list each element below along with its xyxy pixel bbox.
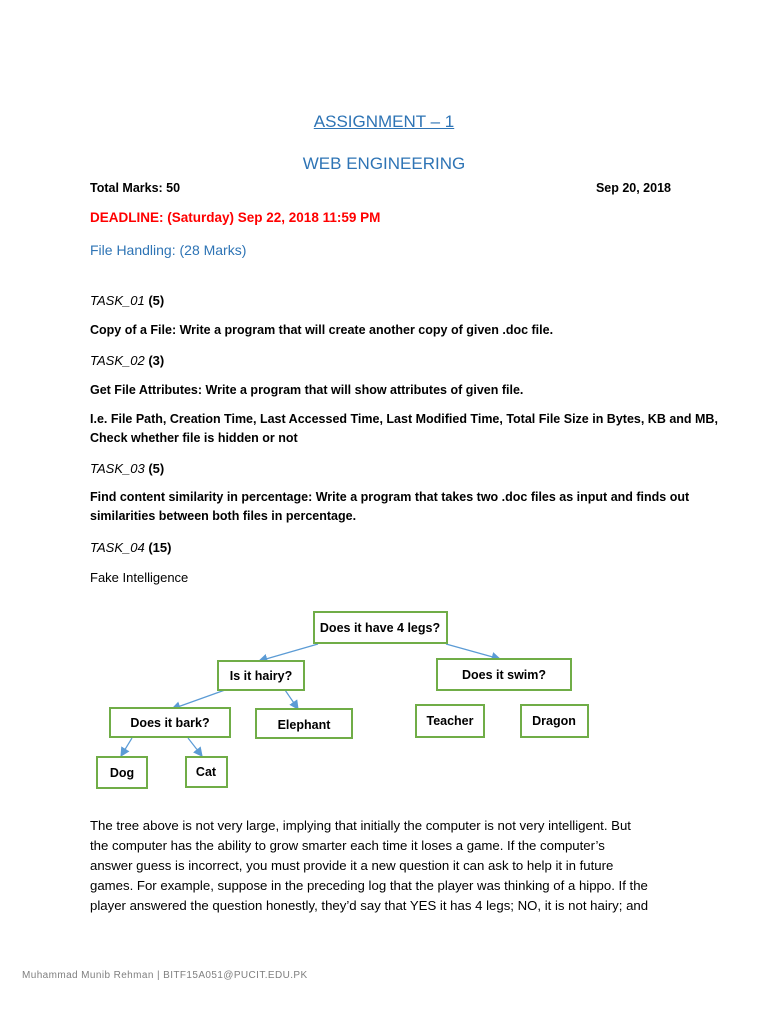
issue-date: Sep 20, 2018 bbox=[595, 181, 671, 195]
node-label: Elephant bbox=[277, 718, 331, 732]
task-name: TASK_03 bbox=[90, 461, 145, 476]
task-03-description-line: Find content similarity in percentage: Write a program that takes two .doc files as input and finds out bbox=[90, 490, 690, 504]
task-03-description-line: similarities between both files in percentage. bbox=[90, 509, 357, 523]
node-label: Does it have 4 legs? bbox=[319, 621, 441, 635]
edge-hairy-elephant bbox=[285, 690, 298, 709]
paragraph-line: player answered the question honestly, they’d say that YES it has 4 legs; NO, it is not hairy; and bbox=[90, 898, 649, 913]
total-marks: Total Marks: 50 bbox=[90, 181, 181, 195]
node-label: Teacher bbox=[426, 714, 474, 728]
course-title: WEB ENGINEERING bbox=[302, 154, 466, 173]
task-marks: (15) bbox=[148, 540, 172, 555]
tree-node-dragon bbox=[521, 705, 588, 737]
paragraph-line: the computer has the ability to grow smarter each time it loses a game. If the computer’s bbox=[90, 838, 605, 853]
tree-node-root bbox=[314, 612, 447, 643]
task-name: TASK_04 bbox=[90, 540, 145, 555]
page-footer: Muhammad Munib Rehman | BITF15A051@PUCIT.EDU.PK bbox=[22, 970, 308, 981]
task-02-description: Get File Attributes: Write a program that will show attributes of given file. bbox=[90, 383, 524, 397]
deadline: DEADLINE: (Saturday) Sep 22, 2018 11:59 PM bbox=[90, 210, 381, 225]
tree-node-bark bbox=[110, 708, 230, 737]
edge-root-hairy bbox=[259, 644, 318, 661]
task-name: TASK_02 bbox=[90, 353, 145, 368]
section-heading: File Handling: (28 Marks) bbox=[90, 242, 247, 258]
tree-node-elephant bbox=[256, 709, 352, 738]
node-label: Cat bbox=[195, 765, 217, 779]
task-02-detail-line: I.e. File Path, Creation Time, Last Accessed Time, Last Modified Time, Total File Size in Bytes, KB and MB, bbox=[90, 412, 718, 426]
paragraph-line: answer guess is incorrect, you must provide it a new question it can ask to help it in future bbox=[90, 858, 614, 873]
task-marks: (5) bbox=[148, 293, 165, 308]
tree-node-hairy bbox=[218, 661, 304, 690]
edge-bark-dog bbox=[121, 738, 132, 756]
paragraph-line: games. For example, suppose in the preceding log that the player was thinking of a hippo. If the bbox=[90, 878, 648, 893]
node-label: Is it hairy? bbox=[229, 669, 293, 683]
paragraph-line: The tree above is not very large, implying that initially the computer is not very intelligent. But bbox=[90, 818, 631, 833]
task-marks: (5) bbox=[148, 461, 165, 476]
tree-node-swim bbox=[437, 659, 571, 690]
edge-root-swim bbox=[446, 644, 500, 659]
task-marks: (3) bbox=[148, 353, 165, 368]
edge-bark-cat bbox=[188, 738, 202, 756]
task-02-detail-line: Check whether file is hidden or not bbox=[90, 431, 298, 445]
task-04-description: Fake Intelligence bbox=[90, 570, 189, 585]
node-label: Does it bark? bbox=[130, 716, 210, 730]
tree-node-dog bbox=[97, 757, 147, 788]
node-label: Dog bbox=[109, 766, 135, 780]
task-01-description: Copy of a File: Write a program that will create another copy of given .doc file. bbox=[90, 323, 554, 337]
explanation-paragraph bbox=[90, 816, 690, 916]
tree-node-teacher bbox=[416, 705, 484, 737]
tree-node-cat bbox=[186, 757, 227, 787]
edge-hairy-bark bbox=[172, 690, 225, 709]
node-label: Does it swim? bbox=[461, 668, 547, 682]
node-label: Dragon bbox=[532, 714, 576, 728]
assignment-title: ASSIGNMENT – 1 bbox=[313, 112, 455, 131]
task-name: TASK_01 bbox=[90, 293, 145, 308]
